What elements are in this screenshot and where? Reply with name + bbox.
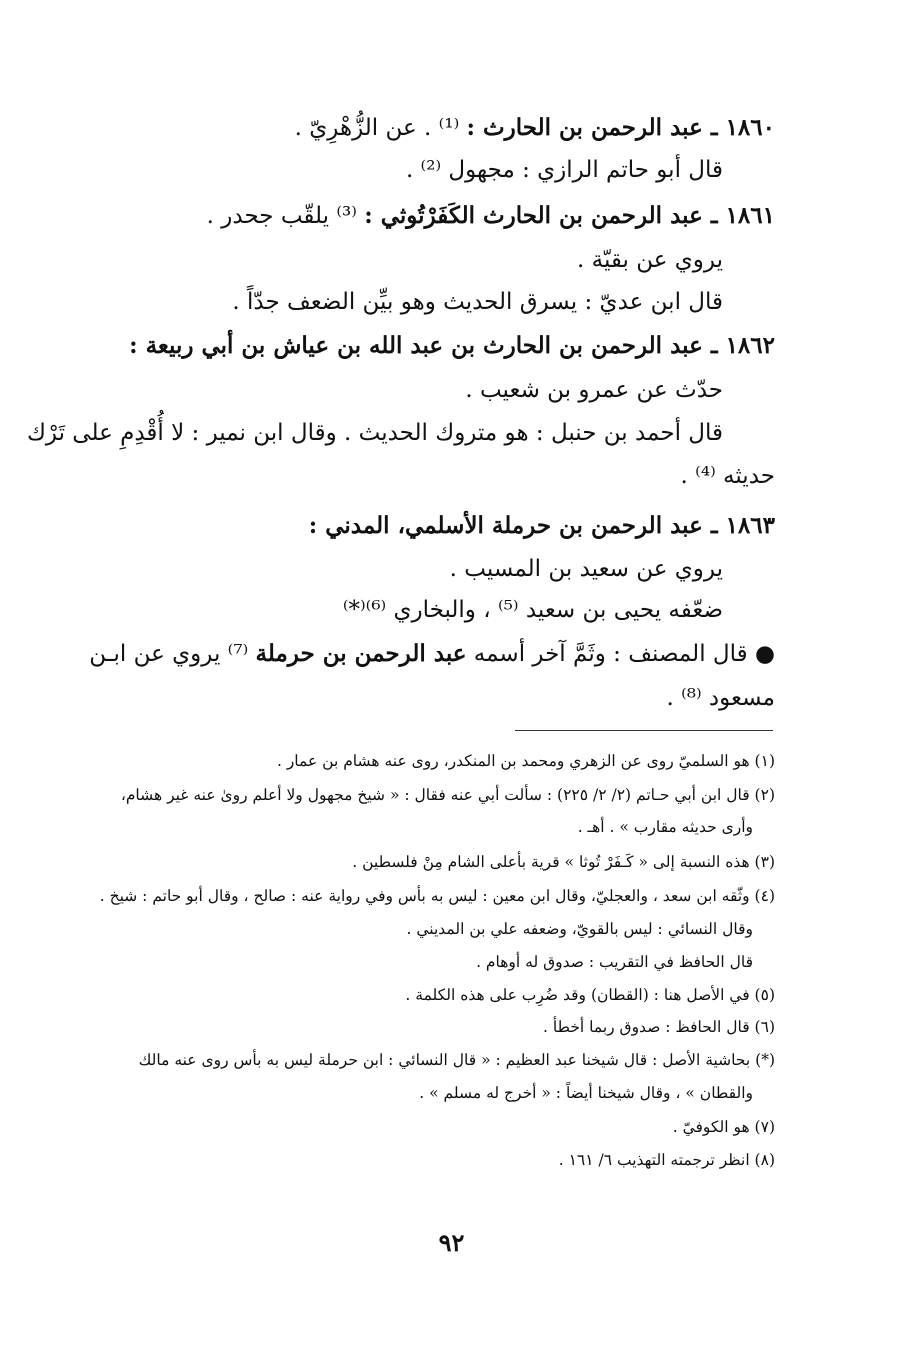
entry-1861	[207, 201, 775, 231]
entry-1862-heading: ١٨٦٢ ـ عبد الرحمن بن الحارث بن عبد الله بن عياش بن أبي ربيعة :	[129, 332, 775, 359]
author-note-text: ● قال المصنف : وثَمَّ آخر أسمه	[473, 641, 775, 667]
footnote-divider	[515, 730, 773, 731]
author-note-name: عبد الرحمن بن حرملة	[255, 640, 467, 667]
footnote-7: (٧) هو الكوفيّ .	[672, 1118, 775, 1136]
footnote-4-cont: قال الحافظ في التقريب : صدوق له أوهام .	[476, 953, 753, 971]
entry-heading: ١٨٦٠ ـ عبد الرحمن بن الحارث :	[466, 114, 775, 141]
entry-1860	[295, 113, 775, 143]
entry-line: يروي عن بقيّة .	[577, 247, 723, 273]
page-number: ٩٢	[438, 1228, 465, 1257]
footnote-8: (٨) انظر ترجمته التهذيب ٦/ ١٦١ .	[558, 1151, 775, 1169]
entry-line: مسعود ⁽⁸⁾ .	[666, 685, 775, 711]
footnote-2-cont: وأرى حديثه مقارب » . أهـ .	[577, 818, 753, 836]
footnote-6: (٦) قال الحافظ : صدوق ربما أخطأ .	[543, 1018, 775, 1036]
footnote-1: (١) هو السلميّ روى عن الزهري ومحمد بن المنكدر، روى عنه هشام بن عمار .	[276, 752, 775, 770]
entry-line: حدّث عن عمرو بن شعيب .	[465, 377, 723, 403]
entry-line: قال أبو حاتم الرازي : مجهول ⁽²⁾ .	[405, 157, 723, 183]
entry-line: حديثه ⁽⁴⁾ .	[680, 463, 775, 489]
entry-line: ضعّفه يحيى بن سعيد ⁽⁵⁾ ، والبخاري ⁽⁶⁾⁽*⁾	[342, 597, 723, 623]
entry-text: ⁽³⁾ يلقّب جحدر .	[206, 203, 357, 229]
footnote-2: (٢) قال ابن أبي حـاتم (٢/ ٢/ ٢٢٥) : سألت أبي عنه فقال : « شيخ مجهول ولا أعلم روىٰ عنه غير هشام،	[120, 786, 775, 804]
entry-line: قال ابن عديّ : يسرق الحديث وهو بيِّن الضعف جدّاً .	[232, 289, 723, 315]
entry-heading: ١٨٦١ ـ عبد الرحمن بن الحارث الكَفَرْتُوثي :	[364, 202, 775, 229]
footnote-5: (٥) في الأصل هنا : (القطان) وقد ضُرِب على هذه الكلمة .	[405, 986, 775, 1004]
author-note-line	[89, 639, 775, 669]
entry-line: قال أحمد بن حنبل : هو متروك الحديث . وقال ابن نمير : لا أُقْدِمِ على تَرْك	[26, 420, 723, 446]
author-note-text: ⁽⁷⁾ يروي عن ابـن	[89, 641, 249, 667]
footnote-4: (٤) وثّقه ابن سعد ، والعجليّ، وقال ابن معين : ليس به بأس وفي رواية عنه : صالح ، وقال أبو حاتم : شيخ .	[99, 887, 775, 905]
footnote-star: (*) بحاشية الأصل : قال شيخنا عبد العظيم : « قال النسائي : ابن حرملة ليس به بأس روى عنه مالك	[138, 1051, 775, 1069]
footnote-3: (٣) هذه النسبة إلى « كَـفَرْ تُوثا » قرية بأعلى الشام مِنْ فلسطين .	[352, 853, 775, 871]
footnote-4-cont: وقال النسائي : ليس بالقويّ، وضعفه علي بن المديني .	[406, 920, 753, 938]
entry-1863-heading: ١٨٦٣ ـ عبد الرحمن بن حرملة الأسلمي، المدني :	[308, 512, 775, 539]
entry-text: ⁽¹⁾ . عن الزُّهْرِيّ .	[294, 115, 460, 141]
entry-line: يروي عن سعيد بن المسيب .	[449, 556, 723, 582]
footnote-star-cont: والقطان » ، وقال شيخنا أيضاً : « أخرج له مسلم » .	[419, 1084, 753, 1102]
